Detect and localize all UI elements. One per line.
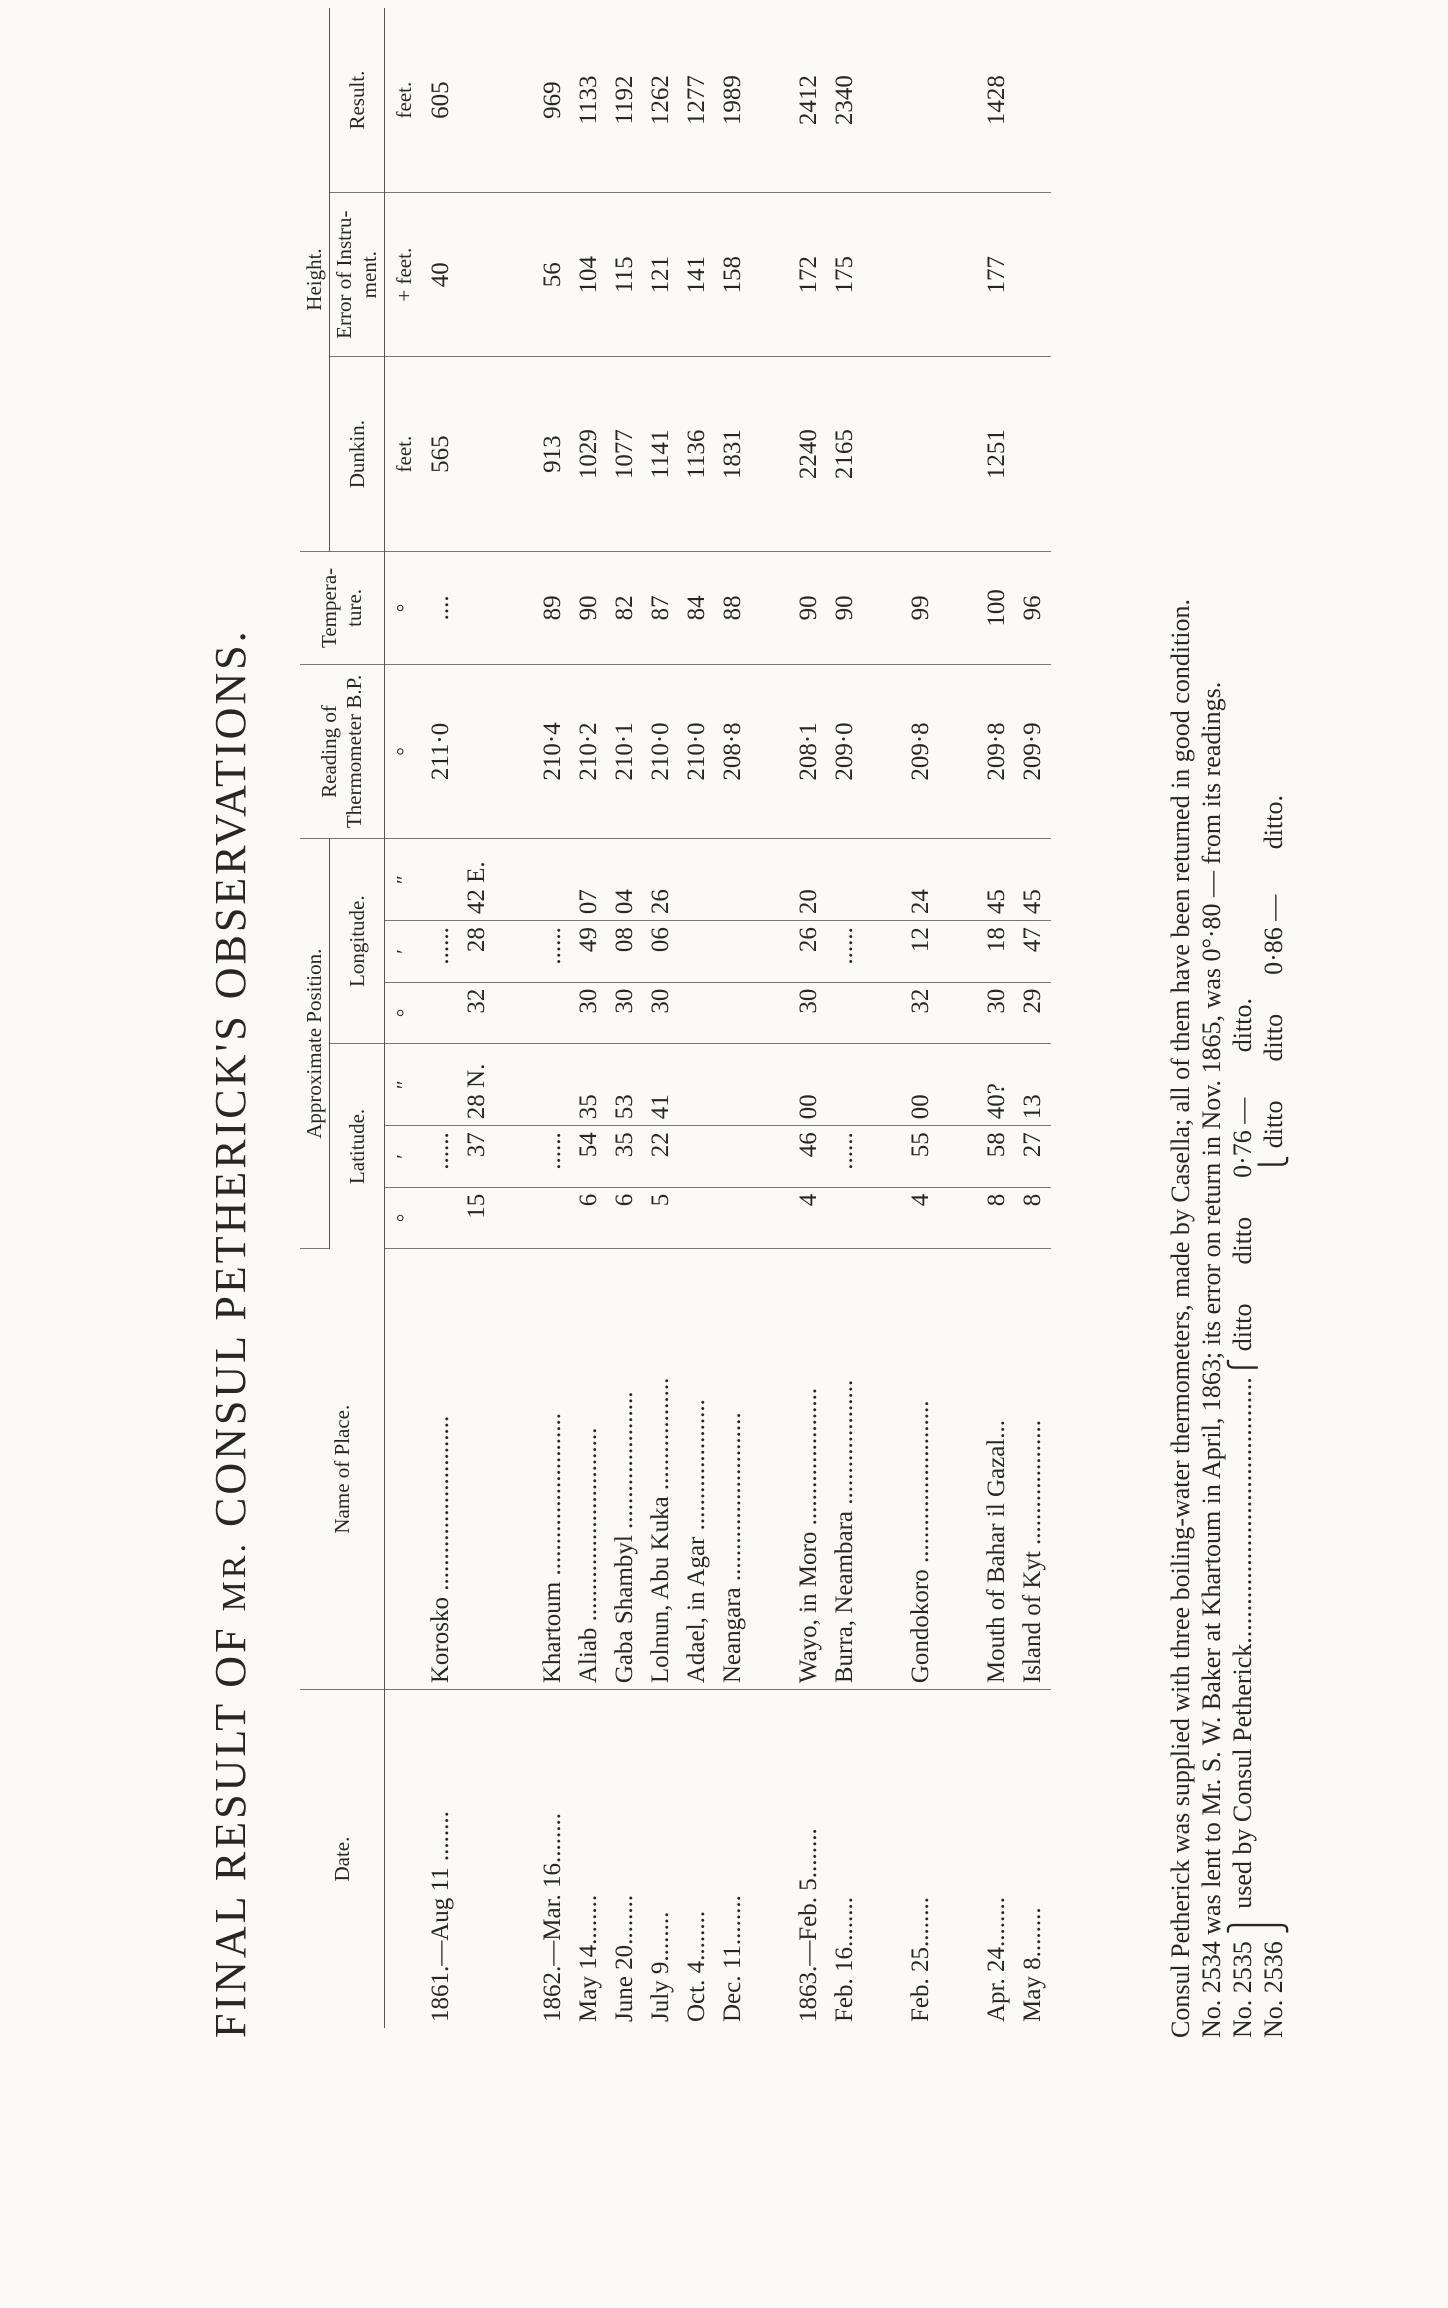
row-lat-min: 46 bbox=[791, 1126, 827, 1188]
row-lat-min bbox=[715, 1126, 751, 1188]
row-lon-min: 28 bbox=[459, 921, 495, 983]
row-place: Adael, in Agar ..................... bbox=[679, 1249, 715, 1690]
row-date: Feb. 5........ bbox=[795, 1828, 822, 1941]
row-error bbox=[459, 193, 495, 357]
row-thermometer: 208·1 bbox=[791, 664, 827, 838]
row-temperature: 88 bbox=[715, 552, 751, 665]
row-thermometer: 210·0 bbox=[643, 664, 679, 838]
row-error: 141 bbox=[679, 193, 715, 357]
row-year: 1862.— bbox=[539, 1940, 566, 2022]
row-temperature: 84 bbox=[679, 552, 715, 665]
row-date-cell bbox=[607, 1690, 643, 2028]
row-lon-sec bbox=[535, 839, 571, 921]
row-lon-deg bbox=[679, 982, 715, 1044]
table-row bbox=[903, 8, 939, 2028]
row-place: Aliab ............................... bbox=[571, 1249, 607, 1690]
note-line-3: No. 2535 ⎫ used by Consul Petherick.........................................⎧ ditto ditto 0·76 — ditto. bbox=[1228, 998, 1257, 2038]
row-date: June 20........ bbox=[611, 1894, 638, 2022]
row-lat-sec: 00 bbox=[791, 1044, 827, 1126]
spacer-row bbox=[751, 8, 791, 2028]
table-row bbox=[979, 8, 1015, 2028]
row-date-cell bbox=[1015, 1690, 1051, 2028]
row-temperature: 99 bbox=[903, 552, 939, 665]
row-lon-deg bbox=[535, 982, 571, 1044]
header-place: Name of Place. bbox=[300, 1249, 385, 1690]
row-lat-sec bbox=[679, 1044, 715, 1126]
row-temperature: 82 bbox=[607, 552, 643, 665]
row-place: Burra, Neambara .................... bbox=[827, 1249, 863, 1690]
unit-lon-min: ′ bbox=[385, 921, 424, 983]
row-lon-min: 49 bbox=[571, 921, 607, 983]
row-result: 1192 bbox=[607, 8, 643, 193]
row-temperature: 90 bbox=[827, 552, 863, 665]
row-place: Wayo, in Moro ...................... bbox=[791, 1249, 827, 1690]
row-lon-sec: 45 bbox=[1015, 839, 1051, 921]
row-dunkin: 565 bbox=[423, 357, 459, 552]
table-row bbox=[791, 8, 827, 2028]
header-approx-position: Approximate Position. bbox=[300, 839, 330, 1249]
table-row bbox=[535, 8, 571, 2028]
row-dunkin: 1077 bbox=[607, 357, 643, 552]
row-lon-deg: 32 bbox=[459, 982, 495, 1044]
row-lon-deg: 30 bbox=[607, 982, 643, 1044]
row-date-cell bbox=[535, 1690, 571, 2028]
table-row bbox=[423, 8, 459, 2028]
row-lon-sec: 07 bbox=[571, 839, 607, 921]
row-place bbox=[459, 1249, 495, 1690]
row-lat-deg: 6 bbox=[607, 1187, 643, 1249]
row-date: Feb. 16........ bbox=[831, 1897, 858, 2022]
row-error: 158 bbox=[715, 193, 751, 357]
row-lon-deg bbox=[827, 982, 863, 1044]
row-dunkin: 2240 bbox=[791, 357, 827, 552]
header-longitude: Longitude. bbox=[330, 839, 385, 1044]
row-lon-deg: 29 bbox=[1015, 982, 1051, 1044]
row-result: 2340 bbox=[827, 8, 863, 193]
row-place: Lolnun, Abu Kuka .................. bbox=[643, 1249, 679, 1690]
row-date-cell bbox=[979, 1690, 1015, 2028]
row-lat-sec: 40? bbox=[979, 1044, 1015, 1126]
row-lon-deg: 32 bbox=[903, 982, 939, 1044]
row-temperature: .... bbox=[423, 552, 459, 665]
row-result: 1262 bbox=[643, 8, 679, 193]
row-lat-min: 58 bbox=[979, 1126, 1015, 1188]
row-lon-min: 18 bbox=[979, 921, 1015, 983]
row-lat-sec: 28 N. bbox=[459, 1044, 495, 1126]
row-place: Khartoum .......................... bbox=[535, 1249, 571, 1690]
row-error: 104 bbox=[571, 193, 607, 357]
row-lat-deg bbox=[423, 1187, 459, 1249]
row-lat-deg bbox=[827, 1187, 863, 1249]
row-result bbox=[903, 8, 939, 193]
table-row bbox=[607, 8, 643, 2028]
row-lon-deg: 30 bbox=[791, 982, 827, 1044]
row-error bbox=[1015, 193, 1051, 357]
row-dunkin: 913 bbox=[535, 357, 571, 552]
row-lat-deg bbox=[535, 1187, 571, 1249]
row-date: July 9........ bbox=[647, 1911, 674, 2022]
table-row bbox=[643, 8, 679, 2028]
row-lon-sec bbox=[679, 839, 715, 921]
table-row bbox=[679, 8, 715, 2028]
row-lat-sec bbox=[827, 1044, 863, 1126]
row-lon-sec bbox=[715, 839, 751, 921]
row-date: Apr. 24........ bbox=[983, 1897, 1010, 2022]
row-lon-deg bbox=[423, 982, 459, 1044]
row-date-cell bbox=[791, 1690, 827, 2028]
row-dunkin: 1251 bbox=[979, 357, 1015, 552]
row-lon-min: 06 bbox=[643, 921, 679, 983]
row-lat-sec bbox=[423, 1044, 459, 1126]
header-error: Error of Instru-ment. bbox=[330, 193, 385, 357]
row-lat-min: 35 bbox=[607, 1126, 643, 1188]
row-thermometer: 210·1 bbox=[607, 664, 643, 838]
row-temperature: 90 bbox=[571, 552, 607, 665]
row-result: 1277 bbox=[679, 8, 715, 193]
row-date: Aug 11 ........ bbox=[427, 1811, 454, 1941]
row-temperature bbox=[459, 552, 495, 665]
row-thermometer: 209·8 bbox=[903, 664, 939, 838]
row-error: 175 bbox=[827, 193, 863, 357]
row-dunkin bbox=[459, 357, 495, 552]
units-row bbox=[385, 8, 424, 2028]
row-lat-min: 55 bbox=[903, 1126, 939, 1188]
unit-dunkin: feet. bbox=[385, 357, 424, 552]
row-lat-deg: 15 bbox=[459, 1187, 495, 1249]
row-temperature: 90 bbox=[791, 552, 827, 665]
row-lon-sec bbox=[827, 839, 863, 921]
note-line-2: No. 2534 was lent to Mr. S. W. Baker at Khartoum in April, 1863; its error on return in Nov. 1865, was 0°·80 — from its readings. bbox=[1197, 681, 1226, 2038]
table-row bbox=[571, 8, 607, 2028]
row-lat-sec bbox=[715, 1044, 751, 1126]
row-dunkin: 1831 bbox=[715, 357, 751, 552]
row-lon-min: ...... bbox=[827, 921, 863, 983]
row-lon-sec: 42 E. bbox=[459, 839, 495, 921]
row-error bbox=[903, 193, 939, 357]
row-lat-deg: 6 bbox=[571, 1187, 607, 1249]
title-text: FINAL RESULT OF bbox=[206, 1625, 255, 2038]
row-lat-min: 22 bbox=[643, 1126, 679, 1188]
row-result: 2412 bbox=[791, 8, 827, 193]
table-row bbox=[459, 8, 495, 2028]
row-lon-min: ...... bbox=[535, 921, 571, 983]
spacer-row bbox=[863, 8, 903, 2028]
row-lon-deg: 30 bbox=[979, 982, 1015, 1044]
header-latitude: Latitude. bbox=[330, 1044, 385, 1249]
header-dunkin: Dunkin. bbox=[330, 357, 385, 552]
row-date-cell bbox=[827, 1690, 863, 2028]
row-lat-min: 54 bbox=[571, 1126, 607, 1188]
unit-lat-min: ′ bbox=[385, 1126, 424, 1188]
unit-lon-sec: ″ bbox=[385, 839, 424, 921]
row-thermometer: 208·8 bbox=[715, 664, 751, 838]
footnotes bbox=[1165, 58, 1289, 2038]
header-date: Date. bbox=[300, 1690, 385, 2028]
row-temperature: 100 bbox=[979, 552, 1015, 665]
row-year: 1861.— bbox=[427, 1940, 454, 2022]
row-lon-min: 08 bbox=[607, 921, 643, 983]
row-lat-sec: 41 bbox=[643, 1044, 679, 1126]
unit-lon-deg: ° bbox=[385, 982, 424, 1044]
row-dunkin: 1141 bbox=[643, 357, 679, 552]
unit-temp: ° bbox=[385, 552, 424, 665]
header-thermometer: Reading of Thermometer B.P. bbox=[300, 664, 385, 838]
row-lat-sec: 53 bbox=[607, 1044, 643, 1126]
row-lat-min: ...... bbox=[827, 1126, 863, 1188]
row-place: Gaba Shambyl ...................... bbox=[607, 1249, 643, 1690]
row-lat-deg: 4 bbox=[903, 1187, 939, 1249]
unit-result: feet. bbox=[385, 8, 424, 193]
row-lon-min: 47 bbox=[1015, 921, 1051, 983]
row-dunkin: 2165 bbox=[827, 357, 863, 552]
row-date-cell bbox=[903, 1690, 939, 2028]
header-height: Height. bbox=[300, 8, 330, 552]
row-lat-deg: 5 bbox=[643, 1187, 679, 1249]
row-lat-min: ...... bbox=[423, 1126, 459, 1188]
row-date-cell bbox=[571, 1690, 607, 2028]
row-place: Gondokoro .......................... bbox=[903, 1249, 939, 1690]
row-thermometer: 211·0 bbox=[423, 664, 459, 838]
row-lat-deg bbox=[679, 1187, 715, 1249]
row-lon-sec: 24 bbox=[903, 839, 939, 921]
header-temperature: Tempera-ture. bbox=[300, 552, 385, 665]
note-line-4: No. 2536 ⎭ ⎩ ditto ditto 0·86 — ditto. bbox=[1259, 795, 1288, 2038]
row-lon-sec: 04 bbox=[607, 839, 643, 921]
row-temperature: 96 bbox=[1015, 552, 1051, 665]
row-lat-deg: 8 bbox=[1015, 1187, 1051, 1249]
row-dunkin bbox=[1015, 357, 1051, 552]
row-date-cell bbox=[643, 1690, 679, 2028]
row-lat-sec: 35 bbox=[571, 1044, 607, 1126]
row-lon-sec: 26 bbox=[643, 839, 679, 921]
row-thermometer: 209·9 bbox=[1015, 664, 1051, 838]
row-result bbox=[459, 8, 495, 193]
unit-error: + feet. bbox=[385, 193, 424, 357]
row-date: Feb. 25........ bbox=[907, 1897, 934, 2022]
header-result: Result. bbox=[330, 8, 385, 193]
row-lat-deg bbox=[715, 1187, 751, 1249]
table-row bbox=[715, 8, 751, 2028]
row-lat-sec: 13 bbox=[1015, 1044, 1051, 1126]
row-lon-sec: 20 bbox=[791, 839, 827, 921]
row-lon-sec bbox=[423, 839, 459, 921]
unit-therm: ° bbox=[385, 664, 424, 838]
unit-lat-sec: ″ bbox=[385, 1044, 424, 1126]
row-lon-min bbox=[679, 921, 715, 983]
row-place: Korosko ............................ bbox=[423, 1249, 459, 1690]
row-result bbox=[1015, 8, 1051, 193]
row-error: 40 bbox=[423, 193, 459, 357]
row-date: May 8........ bbox=[1019, 1907, 1046, 2022]
row-thermometer: 210·0 bbox=[679, 664, 715, 838]
row-place: Mouth of Bahar il Gazal... bbox=[979, 1249, 1015, 1690]
row-lon-min bbox=[715, 921, 751, 983]
row-error: 115 bbox=[607, 193, 643, 357]
row-lat-sec bbox=[535, 1044, 571, 1126]
title-mr: MR. bbox=[216, 1541, 253, 1612]
spacer-row bbox=[939, 8, 979, 2028]
row-thermometer: 209·0 bbox=[827, 664, 863, 838]
row-year: 1863.— bbox=[795, 1940, 822, 2022]
row-date: Dec. 11........ bbox=[719, 1895, 746, 2022]
row-lat-min bbox=[679, 1126, 715, 1188]
page-title bbox=[205, 0, 256, 2038]
row-dunkin bbox=[903, 357, 939, 552]
row-result: 969 bbox=[535, 8, 571, 193]
row-date: May 14........ bbox=[575, 1894, 602, 2022]
unit-lat-deg: ° bbox=[385, 1187, 424, 1249]
table-row bbox=[1015, 8, 1051, 2028]
row-error: 172 bbox=[791, 193, 827, 357]
row-result: 1133 bbox=[571, 8, 607, 193]
row-lon-min: ...... bbox=[423, 921, 459, 983]
row-error: 121 bbox=[643, 193, 679, 357]
row-place: Island of Kyt .................... bbox=[1015, 1249, 1051, 1690]
row-temperature: 87 bbox=[643, 552, 679, 665]
row-error: 56 bbox=[535, 193, 571, 357]
row-dunkin: 1136 bbox=[679, 357, 715, 552]
row-date-cell bbox=[423, 1690, 459, 2028]
row-date: Mar. 16........ bbox=[539, 1812, 566, 1941]
row-lat-min: ...... bbox=[535, 1126, 571, 1188]
row-lon-min: 12 bbox=[903, 921, 939, 983]
row-date-cell bbox=[459, 1690, 495, 2028]
row-lon-min: 26 bbox=[791, 921, 827, 983]
row-lat-deg: 8 bbox=[979, 1187, 1015, 1249]
spacer-row bbox=[495, 8, 535, 2028]
row-error: 177 bbox=[979, 193, 1015, 357]
row-thermometer: 210·4 bbox=[535, 664, 571, 838]
row-result: 605 bbox=[423, 8, 459, 193]
row-lat-min: 37 bbox=[459, 1126, 495, 1188]
row-thermometer: 210·2 bbox=[571, 664, 607, 838]
title-rest: CONSUL PETHERICK'S OBSERVATIONS. bbox=[206, 628, 255, 1528]
row-lat-deg: 4 bbox=[791, 1187, 827, 1249]
row-dunkin: 1029 bbox=[571, 357, 607, 552]
row-temperature: 89 bbox=[535, 552, 571, 665]
row-lon-deg bbox=[715, 982, 751, 1044]
row-date-cell bbox=[679, 1690, 715, 2028]
row-date: Oct. 4........ bbox=[683, 1910, 710, 2022]
row-lon-sec: 45 bbox=[979, 839, 1015, 921]
row-place: Neangara ........................... bbox=[715, 1249, 751, 1690]
note-line-1: Consul Petherick was supplied with three boiling-water thermometers, made by Casella; all of them have been returned in good condition. bbox=[1166, 598, 1195, 2038]
row-lon-deg: 30 bbox=[571, 982, 607, 1044]
row-result: 1428 bbox=[979, 8, 1015, 193]
row-date-cell bbox=[715, 1690, 751, 2028]
row-lon-deg: 30 bbox=[643, 982, 679, 1044]
row-thermometer bbox=[459, 664, 495, 838]
row-thermometer: 209·8 bbox=[979, 664, 1015, 838]
table-row bbox=[827, 8, 863, 2028]
row-result: 1989 bbox=[715, 8, 751, 193]
row-lat-sec: 00 bbox=[903, 1044, 939, 1126]
row-lat-min: 27 bbox=[1015, 1126, 1051, 1188]
observations-table bbox=[300, 8, 1051, 2028]
